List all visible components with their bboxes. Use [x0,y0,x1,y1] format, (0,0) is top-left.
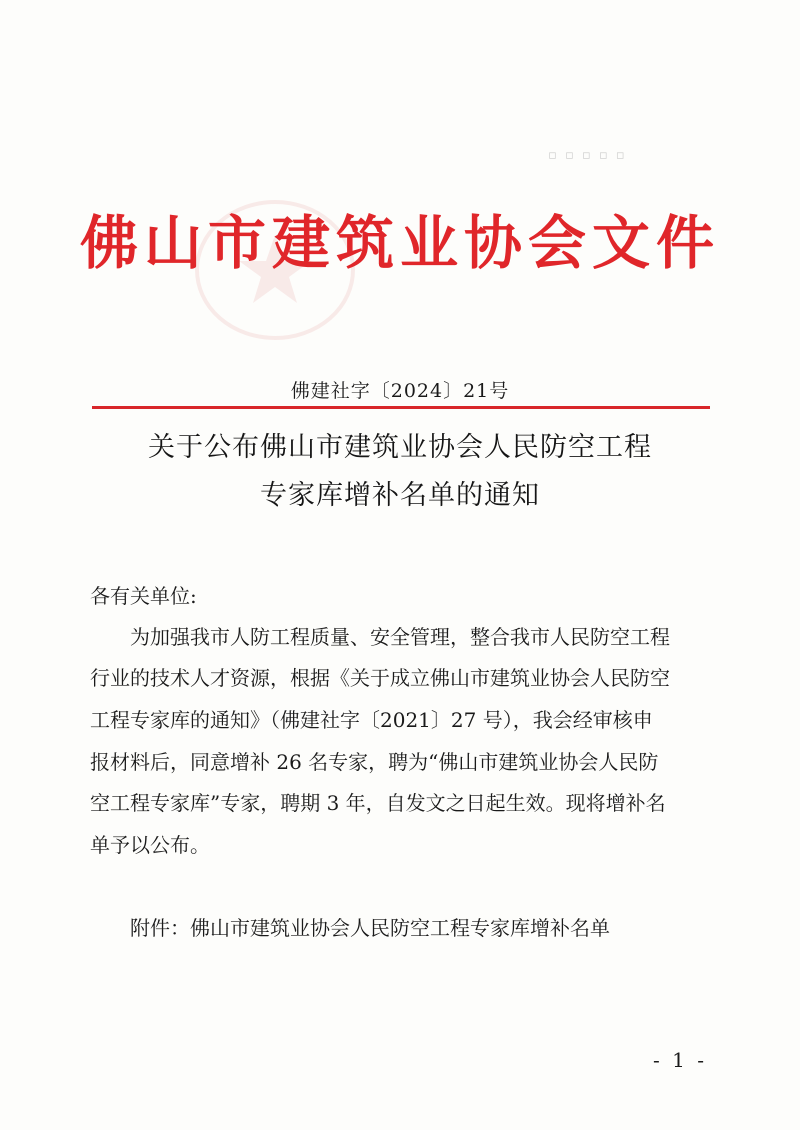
attachment-line: 附件：佛山市建筑业协会人民防空工程专家库增补名单 [130,916,610,940]
page-number: - 1 - [653,1048,707,1072]
body-line-4: 报材料后，同意增补 26 名专家，聘为“佛山市建筑业协会人民防 [90,750,659,774]
red-divider-line [92,406,710,409]
salutation: 各有关单位: [90,584,197,608]
masthead-title: 佛山市建筑业协会文件 [79,209,720,277]
body-line-5: 空工程专家库”专家，聘期 3 年，自发文之日起生效。现将增补名 [90,791,666,815]
document-number: 佛建社字〔2024〕21号 [290,380,510,402]
body-line-6: 单予以公布。 [90,833,210,857]
faint-corner-mark: ▫ ▫ ▫ ▫ ▫ [548,148,627,163]
body-line-1: 为加强我市人防工程质量、安全管理，整合我市人民防空工程 [130,625,670,649]
notice-title-line-1: 关于公布佛山市建筑业协会人民防空工程 [148,432,652,463]
body-line-2: 行业的技术人才资源，根据《关于成立佛山市建筑业协会人民防空 [90,666,670,690]
notice-title-line-2: 专家库增补名单的通知 [260,480,540,511]
body-line-3: 工程专家库的通知》（佛建社字〔2021〕27 号），我会经审核申 [90,708,653,732]
